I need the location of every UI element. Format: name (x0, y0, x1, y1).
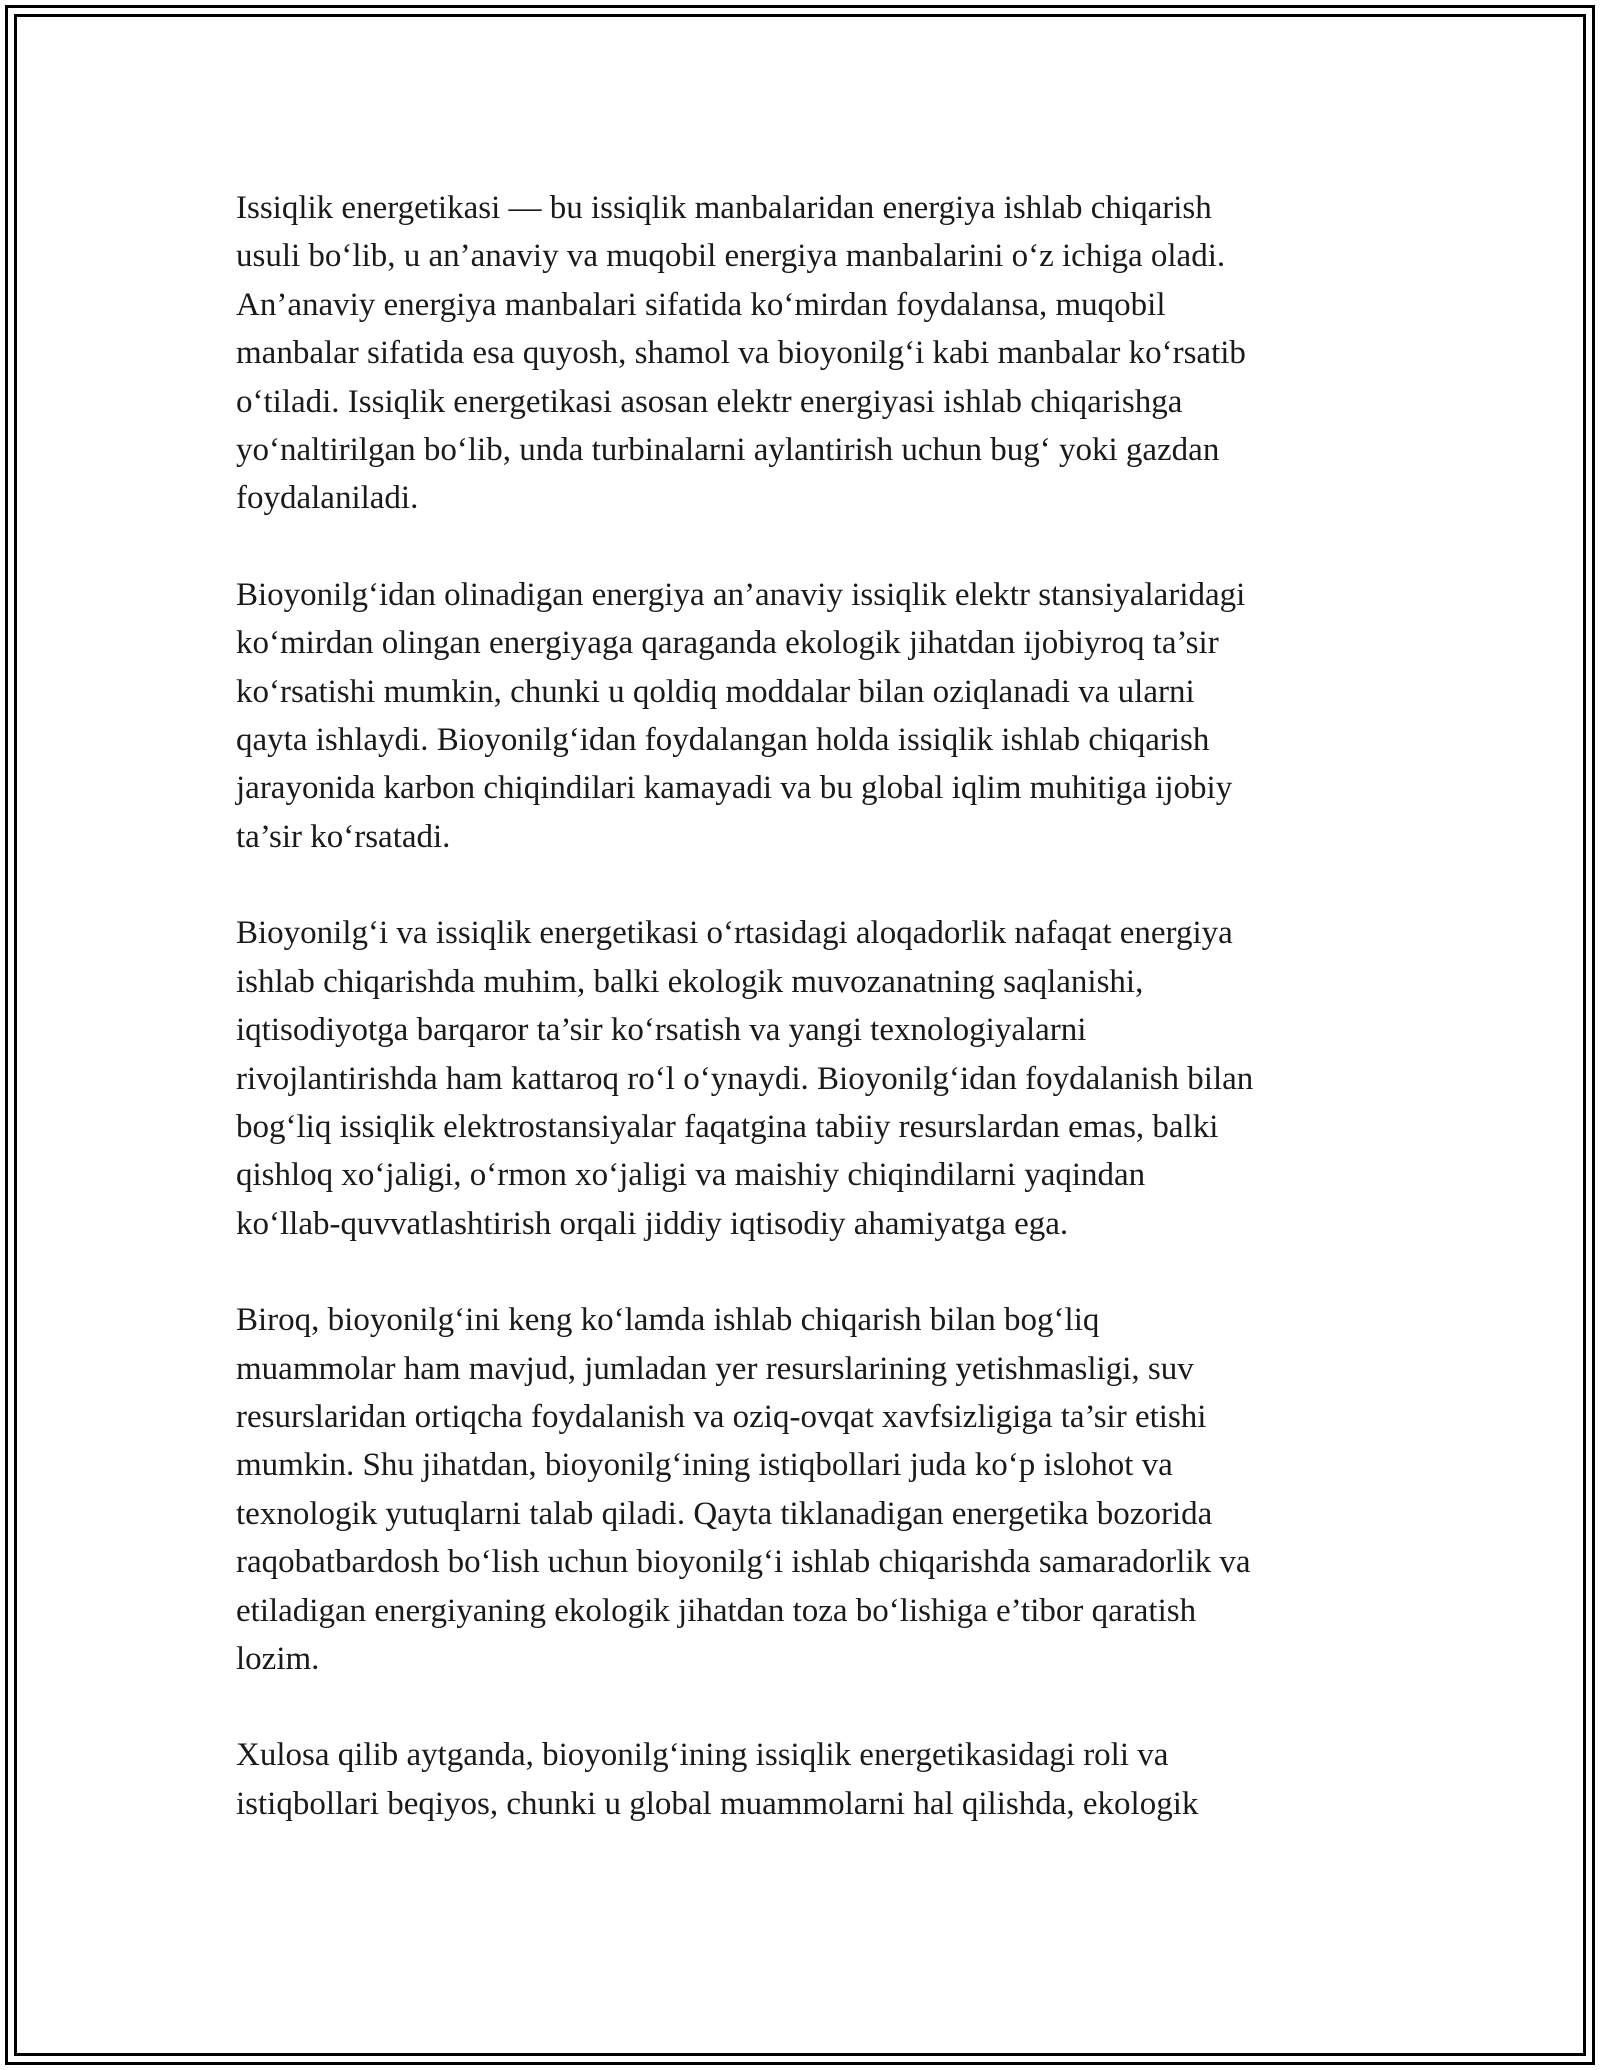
paragraph-3 (236, 909, 1376, 1248)
text-line: ko‘llab-quvvatlashtirish orqali jiddiy iqtisodiy ahamiyatga ega. (236, 1205, 1069, 1242)
text-line: ta’sir ko‘rsatadi. (236, 818, 451, 855)
text-line: bog‘liq issiqlik elektrostansiyalar faqatgina tabiiy resurslardan emas, balki (236, 1108, 1219, 1145)
text-line: muammolar ham mavjud, jumladan yer resurslarining yetishmasligi, suv (236, 1350, 1194, 1387)
text-line: usuli bo‘lib, u an’anaviy va muqobil energiya manbalarini o‘z ichiga oladi. (236, 238, 1226, 275)
text-line: resurslaridan ortiqcha foydalanish va oziq-ovqat xavfsizligiga ta’sir etishi (236, 1398, 1207, 1435)
paragraph-4 (236, 1296, 1376, 1683)
text-line: An’anaviy energiya manbalari sifatida ko‘mirdan foydalansa, muqobil (236, 286, 1166, 323)
text-line: manbalar sifatida esa quyosh, shamol va bioyonilg‘i kabi manbalar ko‘rsatib (236, 335, 1246, 372)
document-body (236, 184, 1376, 1876)
paragraph-1 (236, 184, 1376, 523)
text-line: istiqbollari beqiyos, chunki u global muammolarni hal qilishda, ekologik (236, 1785, 1199, 1822)
text-line: iqtisodiyotga barqaror ta’sir ko‘rsatish va yangi texnologiyalarni (236, 1012, 1087, 1049)
paragraph-2 (236, 571, 1376, 861)
text-line: Issiqlik energetikasi — bu issiqlik manbalaridan energiya ishlab chiqarish (236, 190, 1212, 226)
text-line: rivojlantirishda ham kattaroq ro‘l o‘ynaydi. Bioyonilg‘idan foydalanish bilan (236, 1060, 1254, 1097)
text-line: Biroq, bioyonilg‘ini keng ko‘lamda ishlab chiqarish bilan bog‘liq (236, 1302, 1100, 1339)
text-line: texnologik yutuqlarni talab qiladi. Qayta tiklanadigan energetika bozorida (236, 1495, 1213, 1532)
text-line: qayta ishlaydi. Bioyonilg‘idan foydalangan holda issiqlik ishlab chiqarish (236, 722, 1210, 759)
text-line: etiladigan energiyaning ekologik jihatdan toza bo‘lishiga e’tibor qaratish (236, 1592, 1197, 1629)
text-line: mumkin. Shu jihatdan, bioyonilg‘ining istiqbollari juda ko‘p islohot va (236, 1447, 1173, 1484)
text-line: qishloq xo‘jaligi, o‘rmon xo‘jaligi va maishiy chiqindilarni yaqindan (236, 1157, 1146, 1194)
text-line: foydalaniladi. (236, 480, 419, 517)
text-line: Bioyonilg‘i va issiqlik energetikasi o‘rtasidagi aloqadorlik nafaqat energiya (236, 915, 1233, 952)
text-line: lozim. (236, 1640, 320, 1677)
text-line: jarayonida karbon chiqindilari kamayadi va bu global iqlim muhitiga ijobiy (236, 770, 1233, 807)
text-line: Xulosa qilib aytganda, bioyonilg‘ining issiqlik energetikasidagi roli va (236, 1737, 1169, 1774)
text-line: ko‘rsatishi mumkin, chunki u qoldiq moddalar bilan oziqlanadi va ularni (236, 673, 1195, 710)
text-line: ishlab chiqarishda muhim, balki ekologik muvozanatning saqlanishi, (236, 963, 1144, 1000)
paragraph-5 (236, 1731, 1376, 1828)
text-line: yo‘naltirilgan bo‘lib, unda turbinalarni aylantirish uchun bug‘ yoki gazdan (236, 432, 1220, 469)
text-line: raqobatbardosh bo‘lish uchun bioyonilg‘i ishlab chiqarishda samaradorlik va (236, 1544, 1251, 1581)
text-line: ko‘mirdan olingan energiyaga qaraganda ekologik jihatdan ijobiyroq ta’sir (236, 625, 1219, 662)
text-line: Bioyonilg‘idan olinadigan energiya an’anaviy issiqlik elektr stansiyalaridagi (236, 576, 1246, 613)
text-line: o‘tiladi. Issiqlik energetikasi asosan elektr energiyasi ishlab chiqarishga (236, 383, 1183, 420)
